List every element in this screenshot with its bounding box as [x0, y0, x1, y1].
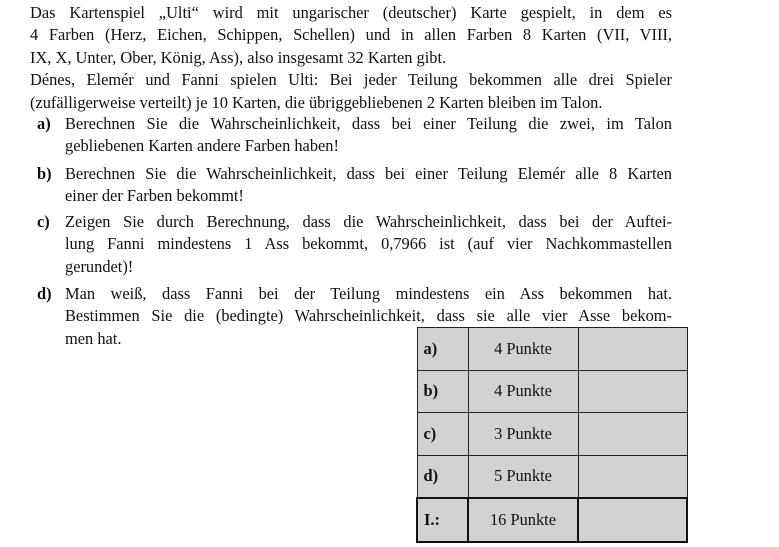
- task-line: Berechnen Sie die Wahrscheinlichkeit, dass bei einer Teilung die zwei, im Talon: [65, 114, 672, 133]
- intro-line: Das Kartenspiel „Ulti“ wird mit ungarischer (deutscher) Karte gespielt, in dem es: [30, 3, 672, 22]
- task-letter: c): [37, 212, 50, 231]
- task-line: gebliebenen Karten andere Farben haben!: [65, 136, 339, 156]
- points-value: 5 Punkte: [468, 455, 578, 498]
- points-label: a): [417, 328, 468, 371]
- score-total-cell: [578, 498, 687, 542]
- points-value: 4 Punkte: [468, 328, 578, 371]
- intro-line: Dénes, Elemér und Fanni spielen Ulti: Bei jeder Teilung bekommen alle drei Spieler: [30, 70, 672, 90]
- score-cell: [578, 455, 687, 498]
- score-cell: [578, 370, 687, 413]
- points-table: [416, 327, 688, 543]
- points-row: [417, 370, 687, 413]
- task-line: einer der Farben bekommt!: [65, 186, 244, 206]
- intro-paragraph-2: [30, 69, 672, 114]
- score-cell: [578, 413, 687, 456]
- points-value: 4 Punkte: [468, 370, 578, 413]
- intro-line: IX, X, Unter, Ober, König, Ass), also insgesamt 32 Karten gibt.: [30, 47, 447, 67]
- task-line: Man weiß, dass Fanni bei der Teilung mindestens ein Ass bekommen hat.: [65, 284, 672, 303]
- task-line: Berechnen Sie die Wahrscheinlichkeit, dass bei einer Teilung Elemér alle 8 Karten: [65, 164, 672, 183]
- task-line: lung Fanni mindestens 1 Ass bekommt, 0,7966 ist (auf vier Nachkommastellen: [65, 234, 672, 254]
- intro-paragraph-1: [30, 2, 672, 69]
- intro-text: [30, 2, 672, 114]
- points-row: [417, 413, 687, 456]
- points-row: [417, 455, 687, 498]
- task-letter: a): [37, 114, 51, 133]
- task-line: Bestimmen Sie die (bedingte) Wahrscheinlichkeit, dass sie alle vier Asse bekom-: [65, 306, 672, 326]
- task-line: men hat.: [65, 328, 122, 348]
- points-total-value: 16 Punkte: [468, 498, 578, 542]
- points-label: c): [417, 413, 468, 456]
- points-label: b): [417, 370, 468, 413]
- score-cell: [578, 328, 687, 371]
- task-c: [30, 211, 672, 278]
- task-line: gerundet)!: [65, 256, 134, 276]
- task-letter: b): [37, 164, 52, 183]
- task-line: Zeigen Sie durch Berechnung, dass die Wahrscheinlichkeit, dass bei der Auftei-: [65, 212, 672, 231]
- task-b: [30, 163, 672, 208]
- points-total-row: [417, 498, 687, 542]
- task-letter: d): [37, 284, 52, 303]
- points-row: [417, 328, 687, 371]
- points-value: 3 Punkte: [468, 413, 578, 456]
- points-label: d): [417, 455, 468, 498]
- task-a: [30, 113, 672, 158]
- intro-line: (zufälligerweise verteilt) je 10 Karten, die übriggebliebenen 2 Karten bleiben im Talon.: [30, 92, 603, 112]
- intro-line: 4 Farben (Herz, Eichen, Schippen, Schellen) und in allen Farben 8 Karten (VII, VIII,: [30, 25, 672, 45]
- points-total-label: I.:: [417, 498, 468, 542]
